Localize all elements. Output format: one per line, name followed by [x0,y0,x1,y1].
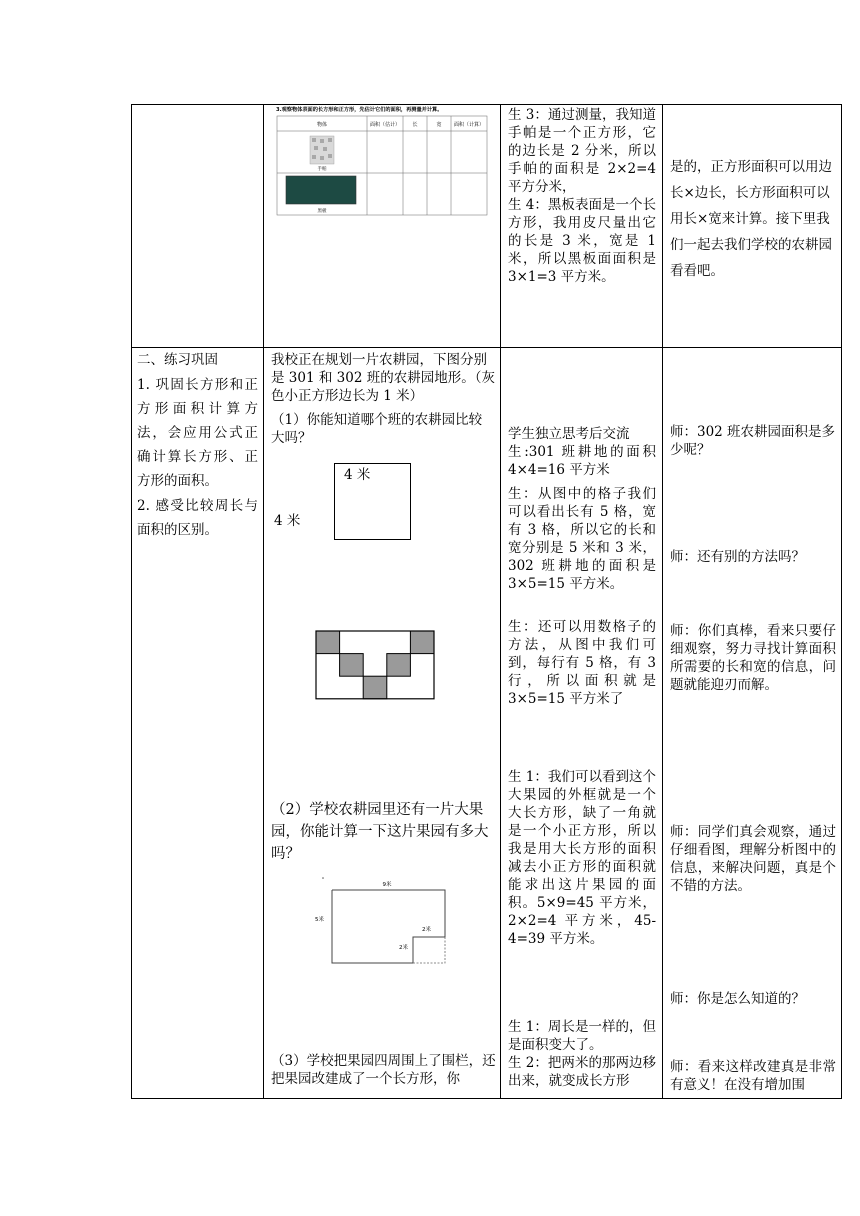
farm-intro: 我校正在规划一片农耕园，下图分别是 301 和 302 班的农耕园地形。（灰色小正方形边长为 1 米） [271,352,495,404]
worksheet-header-width: 宽 [436,122,442,128]
worksheet-header-object: 物体 [316,122,328,128]
column-divider-3 [662,105,663,1098]
teacher-302-question: 师：302 班农耕园面积是多少呢？ [670,424,836,458]
student4-answer: 生 4：黑板表面是一个长方形，我用皮尺量出它的长是 3 米，宽是 1 米，所以黑板面面积是 3×1=3 平方米。 [508,197,656,285]
blackboard-picture [286,176,356,204]
row1-student-text [508,106,656,286]
measurement-worksheet-image [275,105,489,216]
square-left-label: 4 米 [274,513,301,529]
grid-cell-shaded [387,654,411,677]
worksheet-instruction: 3.观察物体表面的长方形和正方形，先估计它们的面积，再测量并计算。 [276,107,443,113]
student-count-grid: 生：还可以用数格子的方法，从图中我们可到，每行有 5 格，有 3 行，所以面积就是 3×5=15 平方米了 [508,619,656,707]
class-302-grid-plot [315,630,435,700]
teacher-observe-praise: 师：同学们真会观察，通过仔细看图，理解分析图中的信息，来解决问题，真是个不错的方法。 [670,824,836,894]
column-divider-2 [500,105,501,1098]
student-301-area: 生:301 班耕地的面积 4×4=16 平方米 [508,444,656,478]
orchard-length-label: 9米 [382,882,392,888]
question-2: （2）学校农耕园里还有一片大果园，你能计算一下这片果园有多大吗？ [271,802,489,862]
practice-heading: 二、练习巩固 [137,352,218,368]
teacher-other-method: 师：还有别的方法吗？ [670,549,805,565]
orchard-width-label: 5米 [315,917,324,923]
teacher-praise: 师：你们真棒，看来只要仔细观察，努力寻找计算面积所需要的长和宽的信息，问题就能迎刃而解。 [670,623,836,693]
notch-side-label-1: 2米 [422,927,431,933]
student-independent-think: 学生独立思考后交流 [508,426,630,442]
goal-item-2: 2. 感受比较周长与面积的区别。 [137,498,258,538]
worksheet-header-length: 长 [412,122,418,128]
worksheet-item-blackboard: 黑板 [317,209,327,214]
grid-cell-shaded [316,631,340,654]
student-orchard-area: 生 1：我们可以看到这个大果园的外框就是一个大长方形，缺了一角就是一个小正方形，所以我是用大长方形的面积减去小正方形的面积就能求出这片果园的面积。5×9=45 平方米，2×2=4 平方米，45-4=39 平方米。 [508,769,656,947]
orchard-figure [310,875,450,970]
teacher-how-know: 师：你是怎么知道的？ [670,991,805,1007]
worksheet-item-handkerchief: 手帕 [317,167,327,172]
row1-teacher-text: 是的，正方形面积可以用边长×边长，长方形面积可以用长×宽来计算。接下里我们一起去我们学校的农耕园看看吧。 [670,159,832,279]
grid-cell-shaded [363,676,387,699]
grid-cell-shaded [410,631,434,654]
grid-cell-shaded [340,654,364,677]
notch-side-label-2: 2米 [399,945,408,951]
student-perimeter-same: 生 1：周长是一样的，但是面积变大了。 [508,1019,656,1053]
column-divider-1 [263,105,264,1098]
worksheet-header-estimate: 面积（估计） [369,122,401,128]
question-3: （3）学校把果园四周围上了围栏，还把果园改建成了一个长方形，你 [271,1053,496,1087]
worksheet-header-calc: 面积（计算） [453,122,485,128]
row-divider [132,347,841,348]
goal-item-1: 1. 巩固长方形和正方形面积计算方法，会应用公式正确计算长方形、正方形的面积。 [137,377,258,489]
student3-answer: 生 3：通过测量，我知道手帕是一个正方形，它的边长是 2 分米，所以手帕的面积是 2×2=4 平方分米， [508,107,656,195]
teacher-meaningful: 师：看来这样改建真是非常有意义！在没有增加围 [670,1059,836,1093]
student-302-area: 生：从图中的格子我们可以看出长有 5 格，宽有 3 格，所以它的长和宽分别是 5 米和 3 米，302 班耕地的面积是 3×5=15 平方米。 [508,486,656,592]
square-top-label: 4 米 [344,467,371,483]
question-1: （1）你能知道哪个班的农耕园比较大吗？ [271,412,483,446]
handkerchief-picture [310,136,334,164]
student-move-sides: 生 2：把两米的那两边移出来，就变成长方形 [508,1055,656,1089]
